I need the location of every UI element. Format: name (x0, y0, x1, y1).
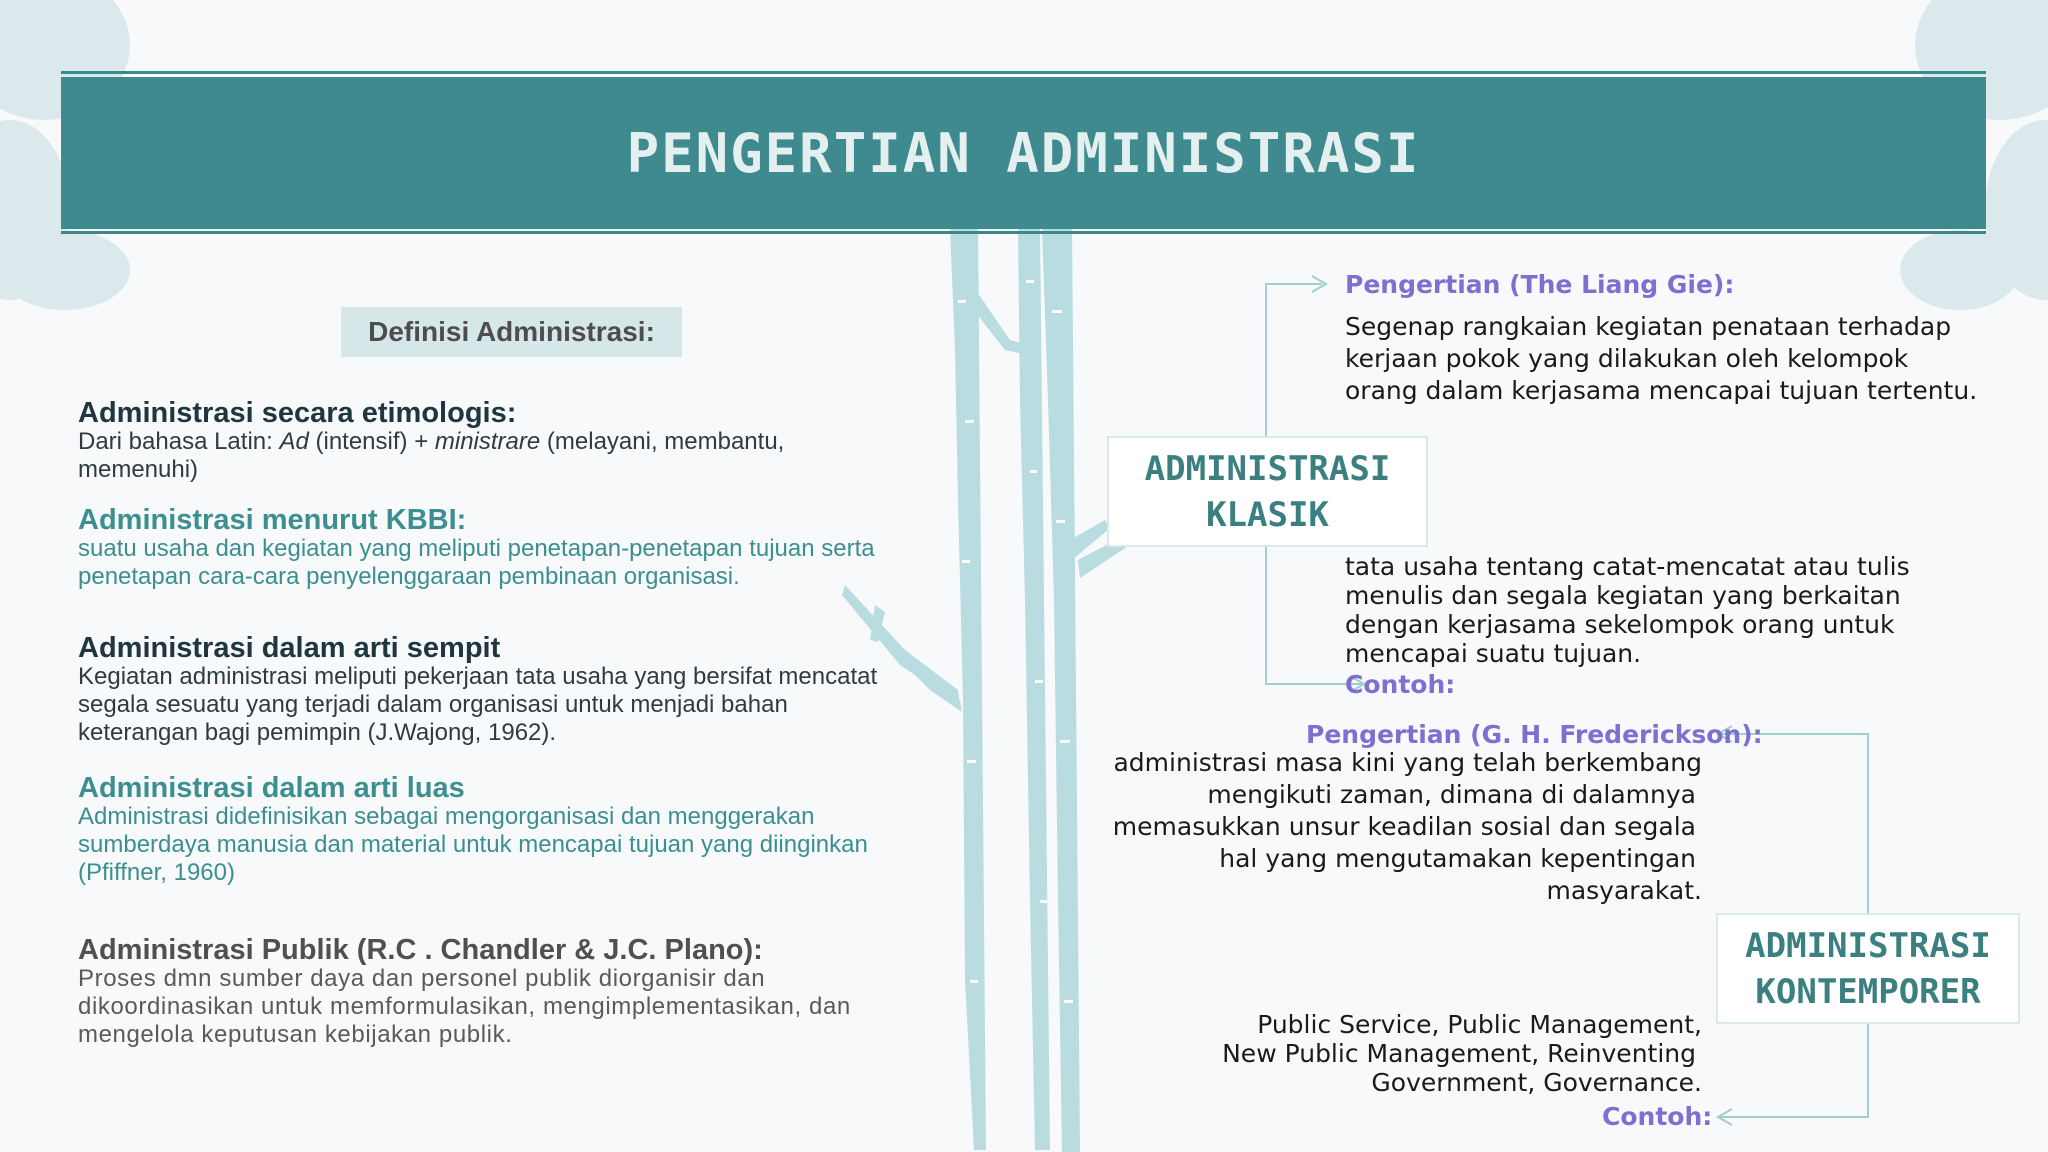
klasik-definition-label: Pengertian (The Liang Gie): (1345, 270, 1735, 299)
entry-heading: Administrasi menurut KBBI: (78, 504, 467, 536)
entry-body: Proses dmn sumber daya dan personel publik diorganisir dan dikoordinasikan untuk memformulasikan, mengimplementasikan, dan mengelola keputusan kebijakan publik. (78, 965, 851, 1048)
page-title: PENGERTIAN ADMINISTRASI (626, 121, 1421, 185)
entry-body: Dari bahasa Latin: Ad (intensif) + ministrare (melayani, membantu, memenuhi) (78, 428, 785, 483)
definition-line: administrasi masa kini yang telah berkembang (1113, 748, 1702, 777)
entry-body: Kegiatan administrasi meliputi pekerjaan tata usaha yang bersifat mencatat segala sesuatu yang terjadi dalam organisasi untuk menjadi bahan keterangan bagi pemimpin (J.Wajong, 1962). (78, 663, 878, 746)
entry-heading: Administrasi dalam arti luas (78, 772, 465, 804)
kontemporer-title-line2: KONTEMPORER (1755, 971, 1981, 1012)
definition-label: Definisi Administrasi: (341, 307, 682, 357)
entry-body: Administrasi didefinisikan sebagai mengorganisasi dan menggerakan sumberdaya manusia dan material untuk mencapai tujuan yang diinginkan (Pfiffner, 1960) (78, 803, 868, 886)
kontemporer-box (1716, 913, 2020, 1024)
entry-heading: Administrasi Publik (R.C . Chandler & J.C. Plano): (78, 934, 763, 966)
definition-line: masyarakat. (1546, 876, 1702, 905)
klasik-title-line1: ADMINISTRASI (1144, 448, 1391, 489)
klasik-title-line2: KLASIK (1206, 494, 1329, 535)
kontemporer-title-line1: ADMINISTRASI (1745, 925, 1991, 966)
klasik-box (1107, 436, 1428, 547)
kontemporer-example-text (1100, 1010, 1702, 1097)
definition-line: hal yang mengutamakan kepentingan (1219, 844, 1696, 873)
entry-heading: Administrasi secara etimologis: (78, 397, 517, 429)
definition-line: mengikuti zaman, dimana di dalamnya (1207, 780, 1696, 809)
example-line: Government, Governance. (1371, 1068, 1702, 1097)
kontemporer-example-label: Contoh: (1602, 1102, 1713, 1131)
klasik-example-label: Contoh: (1345, 670, 1456, 699)
example-line: New Public Management, Reinventing (1222, 1039, 1696, 1068)
entry-body: suatu usaha dan kegiatan yang meliputi penetapan-penetapan tujuan serta penetapan cara-cara penyelenggaraan pembinaan organisasi. (78, 535, 875, 590)
klasik-example-text: tata usaha tentang catat-mencatat atau tulis menulis dan segala kegiatan yang berkaitan dengan kerjasama sekelompok orang untuk mencapai suatu tujuan. (1345, 552, 1910, 668)
example-line: Public Service, Public Management, (1257, 1010, 1702, 1039)
kontemporer-definition-text (1100, 747, 1702, 907)
kontemporer-definition-label: Pengertian (G. H. Frederickson): (1306, 720, 1763, 749)
klasik-definition-text: Segenap rangkaian kegiatan penataan terhadap kerjaan pokok yang dilakukan oleh kelompok orang dalam kerjasama mencapai tujuan tertentu. (1345, 312, 1978, 405)
entry-heading: Administrasi dalam arti sempit (78, 632, 501, 664)
definition-line: memasukkan unsur keadilan sosial dan segala (1112, 812, 1696, 841)
